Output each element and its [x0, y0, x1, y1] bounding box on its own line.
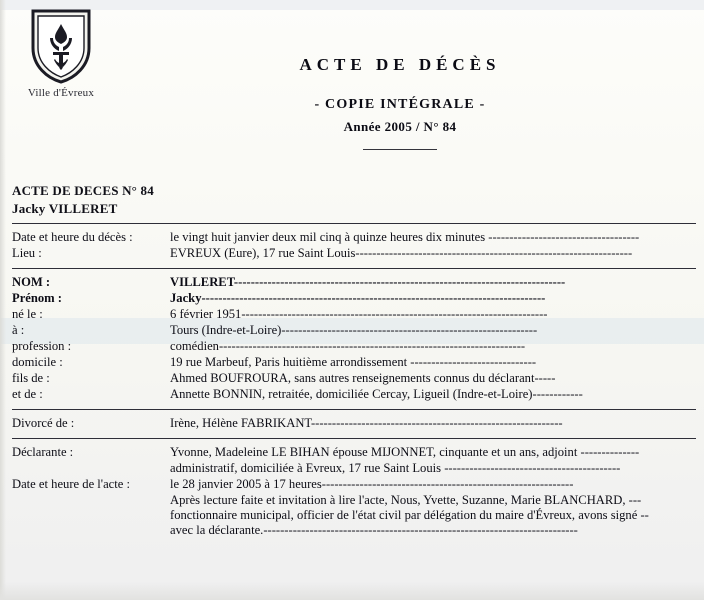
document-body [12, 183, 696, 538]
field-row [12, 307, 696, 322]
field-label: Date et heure du décès : [12, 230, 133, 244]
field-row [12, 323, 696, 338]
closing-line-1: Après lecture faite et invitation à lire l'acte, Nous, Yvette, Suzanne, Marie BLANCHARD, --- [170, 493, 642, 507]
field-label-profession: profession : [12, 339, 72, 353]
divider-3 [12, 409, 696, 410]
divider-1 [12, 223, 696, 224]
field-value-divorce-de: Irène, Hélène FABRIKANT------------------------------------------------------------ [170, 416, 563, 430]
field-value: le vingt huit janvier deux mil cinq à quinze heures dix minutes ------------------------------------ [170, 230, 640, 244]
field-row [12, 275, 696, 290]
field-label-a: à : [12, 323, 25, 337]
field-row [12, 477, 696, 492]
field-label-et-de: et de : [12, 387, 43, 401]
record-heading: ACTE DE DECES N° 84 [12, 183, 154, 198]
document-header [130, 55, 670, 150]
record-name: Jacky VILLERET [12, 201, 118, 216]
field-row [12, 371, 696, 386]
city-crest [14, 8, 108, 99]
field-label-divorce-de: Divorcé de : [12, 416, 75, 430]
field-row [12, 445, 696, 460]
field-label-ne-le: né le : [12, 307, 43, 321]
field-value-fils-de: Ahmed BOUFROURA, sans autres renseignements connus du déclarant----- [170, 371, 556, 385]
field-label-fils-de: fils de : [12, 371, 50, 385]
closing-line-2: fonctionnaire municipal, officier de l'état civil par délégation du maire d'Évreux, avons signé -- [170, 508, 649, 522]
coat-of-arms-shield-icon [30, 8, 92, 84]
field-value-et-de: Annette BONNIN, retraitée, domiciliée Cercay, Ligueil (Indre-et-Loire)------------ [170, 387, 583, 401]
header-divider [363, 149, 437, 150]
field-value-declarante-cont: administratif, domiciliée à Evreux, 17 rue Saint Louis ------------------------------------------ [170, 461, 621, 475]
field-row [12, 339, 696, 354]
field-value-date-acte: le 28 janvier 2005 à 17 heures------------------------------------------------------------ [170, 477, 574, 491]
page-title: ACTE DE DÉCÈS [299, 55, 501, 74]
page-edge-bottom [0, 582, 704, 600]
field-label-nom: NOM : [12, 275, 51, 289]
field-row [12, 416, 696, 431]
field-value-prenom: Jacky---------------------------------------------------------------------------------- [170, 291, 546, 305]
field-label-date-acte: Date et heure de l'acte : [12, 477, 130, 491]
field-value-ne-le: 6 février 1951------------------------------------------------------------------------- [170, 307, 548, 321]
divider-4 [12, 438, 696, 439]
field-label-declarante: Déclarante : [12, 445, 74, 459]
document-subtitle: - COPIE INTÉGRALE - [314, 97, 486, 112]
field-row [12, 355, 696, 370]
field-row [12, 291, 696, 306]
field-value-declarante: Yvonne, Madeleine LE BIHAN épouse MIJONNET, cinquante et un ans, adjoint -------------- [170, 445, 640, 459]
field-value-a: Tours (Indre-et-Loire)------------------------------------------------------------- [170, 323, 538, 337]
field-value-profession: comédien------------------------------------------------------------------------- [170, 339, 526, 353]
field-row [12, 387, 696, 402]
field-value: EVREUX (Eure), 17 rue Saint Louis------------------------------------------------------------------ [170, 246, 633, 260]
closing-line-3: avec la déclarante.--------------------------------------------------------------------------- [170, 523, 578, 537]
field-value-domicile: 19 rue Marbeuf, Paris huitième arrondissement ------------------------------ [170, 355, 537, 369]
document-year-number: Année 2005 / N° 84 [343, 119, 457, 134]
field-value-nom: VILLERET------------------------------------------------------------------------------- [170, 275, 566, 289]
crest-caption: Ville d'Évreux [27, 87, 95, 99]
field-row [12, 230, 696, 245]
page-edge-left [0, 0, 6, 600]
field-row [12, 246, 696, 261]
divider-2 [12, 268, 696, 269]
field-label-domicile: domicile : [12, 355, 63, 369]
field-label: Lieu : [12, 246, 42, 260]
field-label-prenom: Prénom : [12, 291, 63, 305]
